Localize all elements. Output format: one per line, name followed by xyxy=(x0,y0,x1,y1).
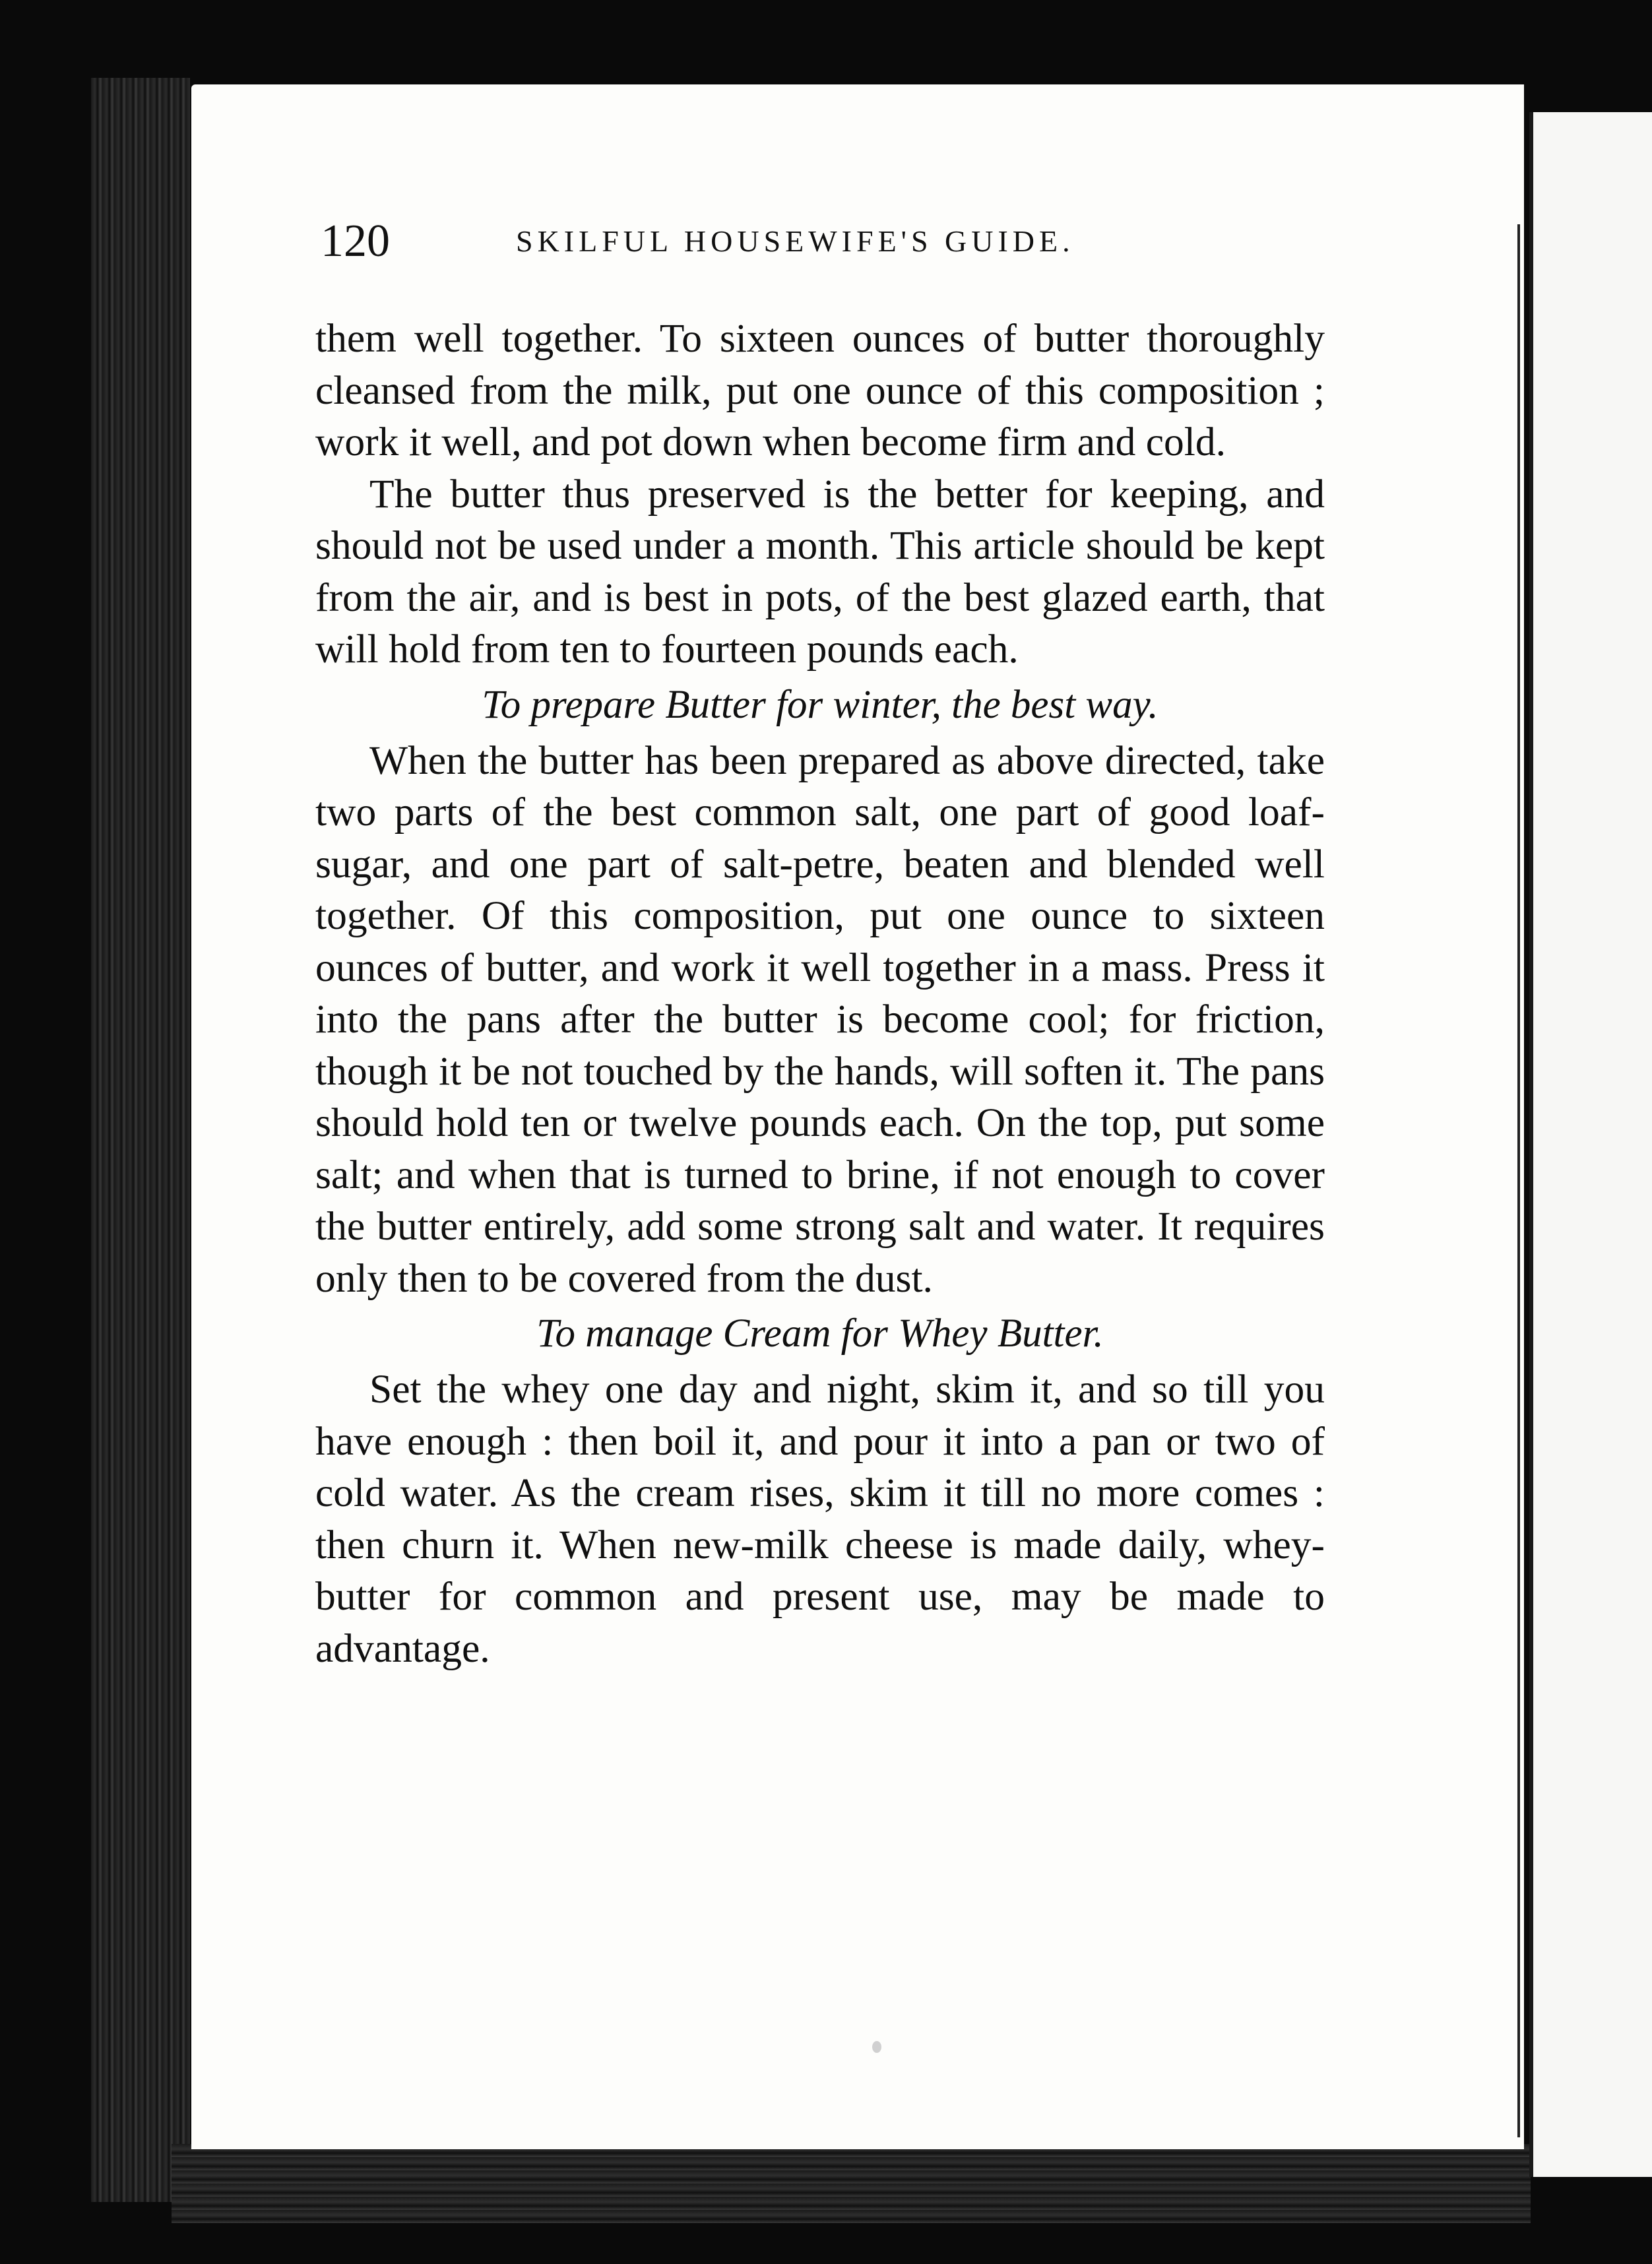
paragraph-winter-butter: When the butter has been prepared as above directed, take two parts of the best common salt, one part of good loaf-sugar, and one part of salt-petre, beaten and blended well together. Of this composition, put one ounce to sixteen ounces of butter, and work it well together in a mass. Press it into the pans after the butter is become cool; for friction, though it be not touched by the hands, will soften it. The pans should hold ten or twelve pounds each. On the top, put some salt; and when that is turned to brine, if not enough to cover the butter entirely, add some strong salt and water. It requires only then to be covered from the dust. xyxy=(315,738,1325,1301)
section-heading-winter-butter: To prepare Butter for winter, the best way. xyxy=(482,682,1159,727)
running-title: SKILFUL HOUSEWIFE'S GUIDE. xyxy=(516,224,1075,258)
page-body xyxy=(315,313,1325,1674)
page-gutter-line xyxy=(1517,224,1520,2137)
section-heading-whey-butter: To manage Cream for Whey Butter. xyxy=(536,1311,1104,1356)
paper-speck xyxy=(872,2041,881,2053)
page-header xyxy=(321,215,1337,268)
book-bottom-edge xyxy=(172,2144,1531,2223)
paragraph-continuation: them well together. To sixteen ounces of butter thoroughly cleansed from the milk, put one ounce of this composition ; work it well, and pot down when become firm and cold. xyxy=(315,316,1325,464)
paragraph-whey-butter: Set the whey one day and night, skim it, and so till you have enough : then boil it, and pour it into a pan or two of cold water. As the cream rises, skim it till no more comes : then churn it. When new-milk cheese is made daily, whey-butter for common and present use, may be made to advantage. xyxy=(315,1367,1325,1671)
page-number: 120 xyxy=(321,216,390,267)
paragraph-butter-preserved: The butter thus preserved is the better for keeping, and should not be used under a month. This article should be kept from the air, and is best in pots, of the best glazed earth, that will hold from ten to fourteen pounds each. xyxy=(315,471,1325,672)
book-spine-edge xyxy=(91,78,190,2202)
facing-page-edge xyxy=(1529,112,1652,2177)
